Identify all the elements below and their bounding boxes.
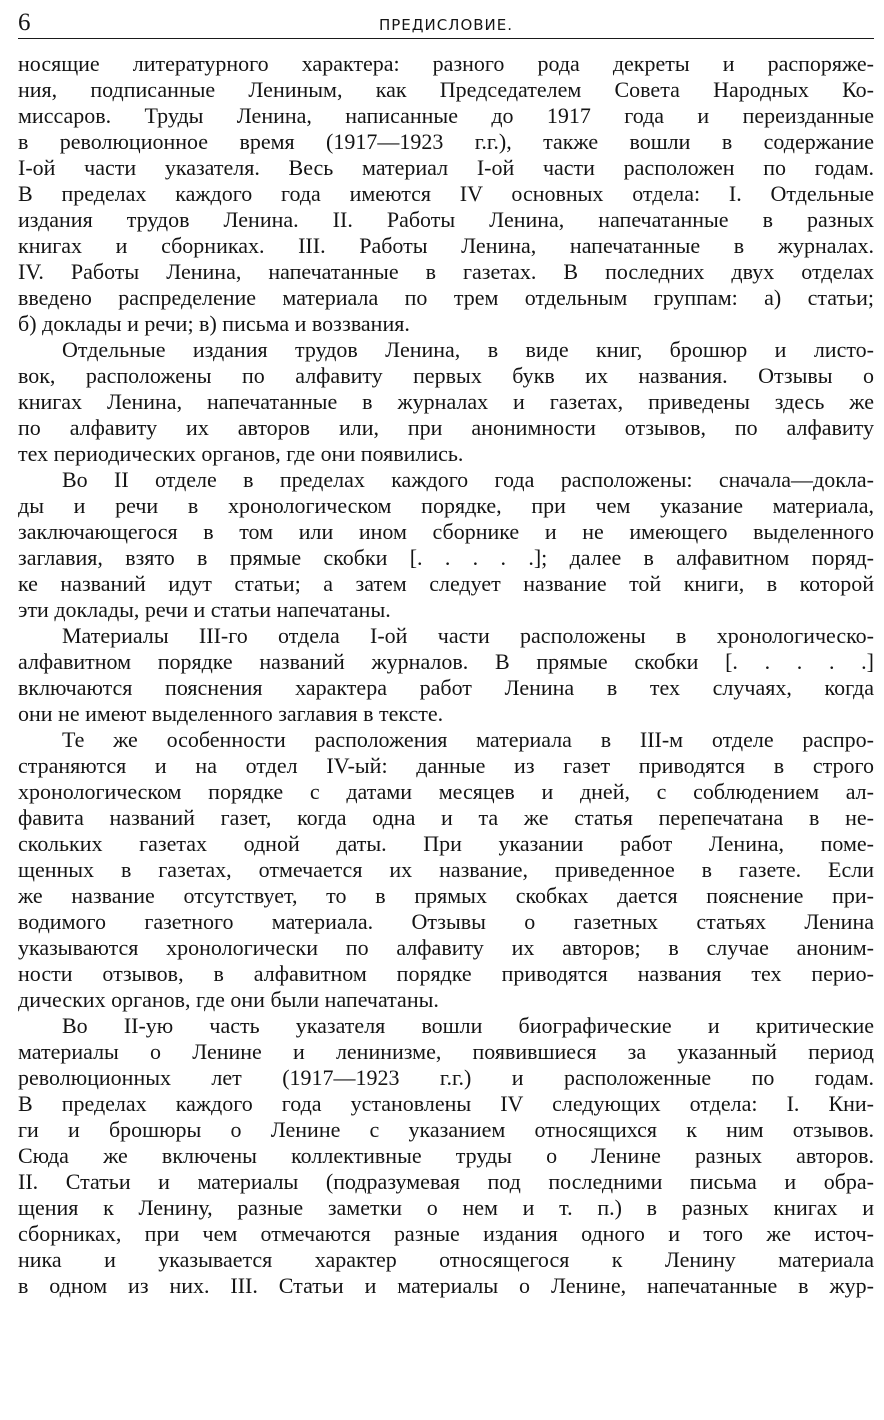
text-line: в революционное время (1917—1923 г.г.), также вошли в содержание [18, 129, 874, 154]
text-line: б) доклады и речи; в) письма и воззвания. [18, 311, 410, 336]
text-line: эти доклады, речи и статьи напечатаны. [18, 597, 391, 622]
text-line: алфавитном порядке названий журналов. В прямые скобки [. . . . .] [18, 649, 874, 674]
text-line: же название отсутствует, то в прямых скобках дается пояснение при- [18, 883, 874, 908]
text-line: страняются и на отдел IV-ый: данные из газет приводятся в строго [18, 753, 874, 778]
text-line: указываются хронологически по алфавиту их авторов; в случае аноним- [18, 935, 874, 960]
text-line: ника и указывается характер относящегося к Ленину материала [18, 1247, 874, 1272]
text-line: Во II-ую часть указателя вошли биографические и критические [62, 1013, 874, 1038]
text-line: фавита названий газет, когда одна и та же статья перепечатана в не- [18, 805, 874, 830]
text-line: В пределах каждого года установлены IV следующих отдела: I. Кни- [18, 1091, 874, 1116]
text-line: ке названий идут статьи; а затем следует название той книги, в которой [18, 571, 874, 596]
text-line: носящие литературного характера: разного рода декреты и распоряже- [18, 51, 874, 76]
paragraph [18, 337, 874, 467]
paragraph [18, 467, 874, 623]
page-header [18, 8, 874, 39]
text-line: книгах и сборниках. III. Работы Ленина, напечатанные в журналах. [18, 233, 874, 258]
text-line: введено распределение материала по трем отдельным группам: а) статьи; [18, 285, 874, 310]
text-line: книгах Ленина, напечатанные в журналах и газетах, приведены здесь же [18, 389, 874, 414]
text-line: Те же особенности расположения материала в III-м отделе распро- [62, 727, 874, 752]
text-line: водимого газетного материала. Отзывы о газетных статьях Ленина [18, 909, 874, 934]
text-line: Сюда же включены коллективные труды о Ленине разных авторов. [18, 1143, 874, 1168]
body-text [18, 51, 874, 1299]
text-line: включаются пояснения характера работ Ленина в тех случаях, когда [18, 675, 874, 700]
text-line: по алфавиту их авторов или, при анонимности отзывов, по алфавиту [18, 415, 874, 440]
text-line: Материалы III-го отдела I-ой части расположены в хронологическо- [62, 623, 874, 648]
document-page [18, 8, 874, 1299]
text-line: Отдельные издания трудов Ленина, в виде книг, брошюр и листо- [62, 337, 874, 362]
text-line: ности отзывов, в алфавитном порядке приводятся названия тех перио- [18, 961, 874, 986]
text-line: дических органов, где они были напечатаны. [18, 987, 439, 1012]
paragraph [18, 51, 874, 337]
text-line: Во II отделе в пределах каждого года расположены: сначала—доклa- [62, 467, 874, 492]
page-number: 6 [18, 9, 31, 36]
text-line: ния, подписанные Лениным, как Председателем Совета Народных Ко- [18, 77, 874, 102]
running-head: ПРЕДИСЛОВИЕ. [378, 16, 514, 34]
text-line: I-ой части указателя. Весь материал I-ой части расположен по годам. [18, 155, 874, 180]
text-line: II. Статьи и материалы (подразумевая под последними письма и обра- [18, 1169, 874, 1194]
text-line: издания трудов Ленина. II. Работы Ленина, напечатанные в разных [18, 207, 874, 232]
text-line: В пределах каждого года имеются IV основных отдела: I. Отдельные [18, 181, 874, 206]
text-line: сборниках, при чем отмечаются разные издания одного и того же источ- [18, 1221, 874, 1246]
text-line: материалы о Ленине и ленинизме, появившиеся за указанный период [18, 1039, 874, 1064]
paragraph [18, 623, 874, 727]
text-line: вок, расположены по алфавиту первых букв их названия. Отзывы о [18, 363, 874, 388]
text-line: революционных лет (1917—1923 г.г.) и расположенные по годам. [18, 1065, 874, 1090]
paragraph [18, 1013, 874, 1299]
text-line: ды и речи в хронологическом порядке, при чем указание материала, [18, 493, 874, 518]
text-line: заключающегося в том или ином сборнике и не имеющего выделенного [18, 519, 874, 544]
text-line: щенных в газетах, отмечается их название, приведенное в газете. Если [18, 857, 874, 882]
text-line: заглавия, взято в прямые скобки [. . . . .]; далее в алфавитном поряд- [18, 545, 874, 570]
text-line: миссаров. Труды Ленина, написанные до 1917 года и переизданные [18, 103, 874, 128]
text-line: ги и брошюры о Ленине с указанием относящихся к ним отзывов. [18, 1117, 874, 1142]
paragraph [18, 727, 874, 1013]
text-line: в одном из них. III. Статьи и материалы о Ленине, напечатанные в жур- [18, 1273, 874, 1298]
text-line: тех периодических органов, где они появились. [18, 441, 464, 466]
text-line: IV. Работы Ленина, напечатанные в газетах. В последних двух отделах [18, 259, 874, 284]
text-line: щения к Ленину, разные заметки о нем и т. п.) в разных книгах и [18, 1195, 874, 1220]
text-line: скольких газетах одной даты. При указании работ Ленина, поме- [18, 831, 874, 856]
text-line: хронологическом порядке с датами месяцев и дней, с соблюдением ал- [18, 779, 874, 804]
text-line: они не имеют выделенного заглавия в тексте. [18, 701, 444, 726]
